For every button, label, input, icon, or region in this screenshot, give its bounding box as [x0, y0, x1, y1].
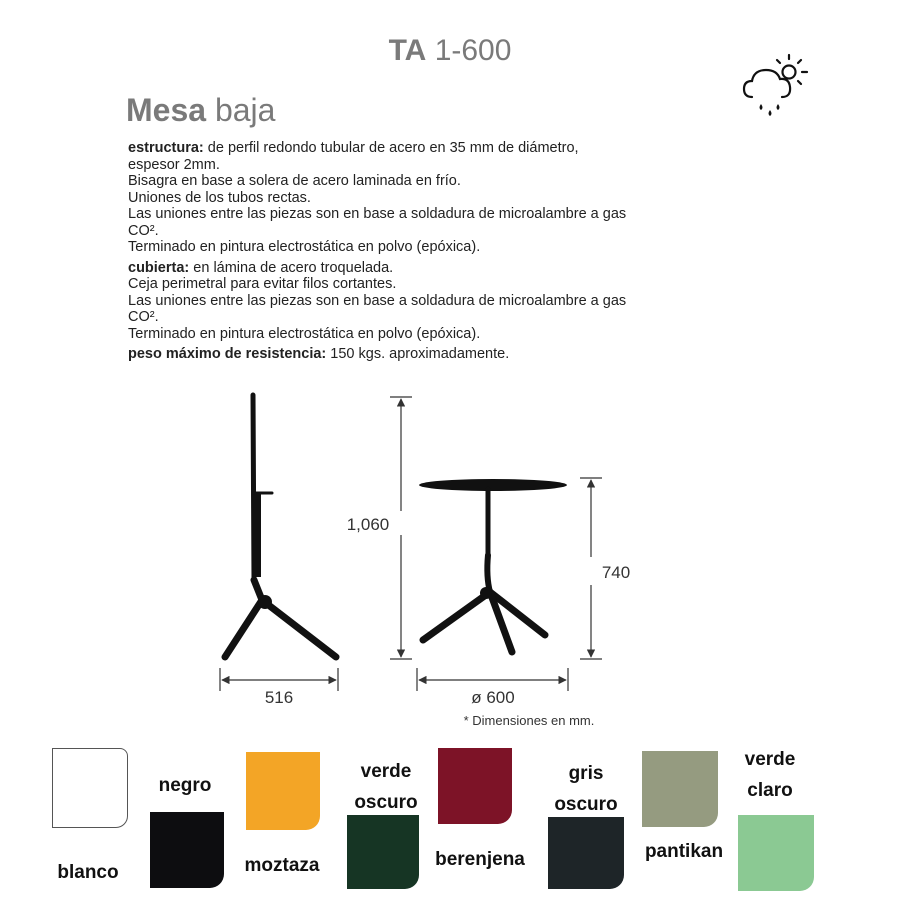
dimension-lines — [220, 397, 602, 691]
spec-line: Terminado en pintura electrostática en polvo (epóxica). — [128, 325, 481, 342]
model-code-bold: TA — [388, 34, 427, 67]
dimensions-note: * Dimensiones en mm. — [463, 713, 595, 728]
spec-line — [128, 346, 788, 363]
table-height-label: 740 — [601, 563, 631, 582]
spec-text — [128, 140, 788, 363]
spec-line: CO². — [128, 309, 159, 325]
swatch-negro — [150, 812, 224, 888]
spec-line: CO². — [128, 222, 159, 239]
swatch-berenjena — [438, 748, 512, 824]
spec-line: Las uniones entre las piezas son en base a soldadura de microalambre a gas — [128, 292, 627, 309]
cubierta-label: cubierta: — [128, 259, 190, 276]
folded-depth-label: 516 — [264, 688, 294, 707]
spec-line: Las uniones entre las piezas son en base a soldadura de microalambre a gas — [128, 206, 627, 222]
product-title-bold: Mesa — [126, 92, 207, 128]
product-title-rest: baja — [214, 92, 276, 128]
spec-line — [128, 140, 788, 157]
label-verde-claro — [720, 744, 820, 806]
label-blanco: blanco — [57, 862, 119, 883]
folded-table-side-view — [225, 395, 336, 657]
spec-line: espesor 2mm. — [128, 156, 220, 173]
swatch-verde-claro — [738, 815, 814, 891]
label-line: verde — [360, 761, 412, 782]
spec-text-line: 150 kgs. aproximadamente. — [330, 346, 510, 362]
label-line: verde — [744, 749, 796, 770]
spec-line — [128, 260, 788, 277]
label-verde-oscuro — [336, 756, 436, 818]
model-code-number: 1-600 — [434, 34, 512, 67]
swatch-moztaza — [246, 752, 320, 830]
swatch-pantikan — [642, 751, 718, 827]
spec-line: Uniones de los tubos rectas. — [128, 189, 311, 206]
spec-line: Terminado en pintura electrostática en polvo (epóxica). — [128, 239, 481, 255]
label-berenjena: berenjena — [435, 849, 525, 870]
label-pantikan: pantikan — [644, 841, 724, 862]
product-title — [126, 92, 275, 129]
peso-label: peso máximo de resistencia: — [128, 346, 327, 362]
spec-text-line: en lámina de acero troquelada. — [193, 259, 394, 276]
label-moztaza: moztaza — [244, 855, 320, 876]
swatch-verde-oscuro — [347, 815, 419, 889]
open-table-front-view — [419, 479, 567, 652]
estructura-label: estructura: — [128, 140, 204, 156]
swatch-blanco — [52, 748, 128, 828]
cloud-sun-rain-icon — [740, 52, 810, 124]
label-line: gris — [568, 763, 604, 784]
spec-line: Bisagra en base a solera de acero laminada en frío. — [128, 173, 461, 189]
label-line: oscuro — [554, 794, 618, 815]
label-negro: negro — [158, 775, 212, 796]
folded-height-label: 1,060 — [346, 515, 390, 534]
label-line: oscuro — [354, 792, 418, 813]
spec-line: Ceja perimetral para evitar filos cortantes. — [128, 276, 397, 292]
table-technical-drawing — [150, 385, 670, 730]
spec-text-line: de perfil redondo tubular de acero en 35 mm de diámetro, — [207, 140, 579, 156]
swatch-gris-oscuro — [548, 817, 624, 889]
label-line: claro — [747, 780, 793, 801]
diameter-label: ø 600 — [471, 688, 515, 707]
label-gris-oscuro — [536, 758, 636, 820]
